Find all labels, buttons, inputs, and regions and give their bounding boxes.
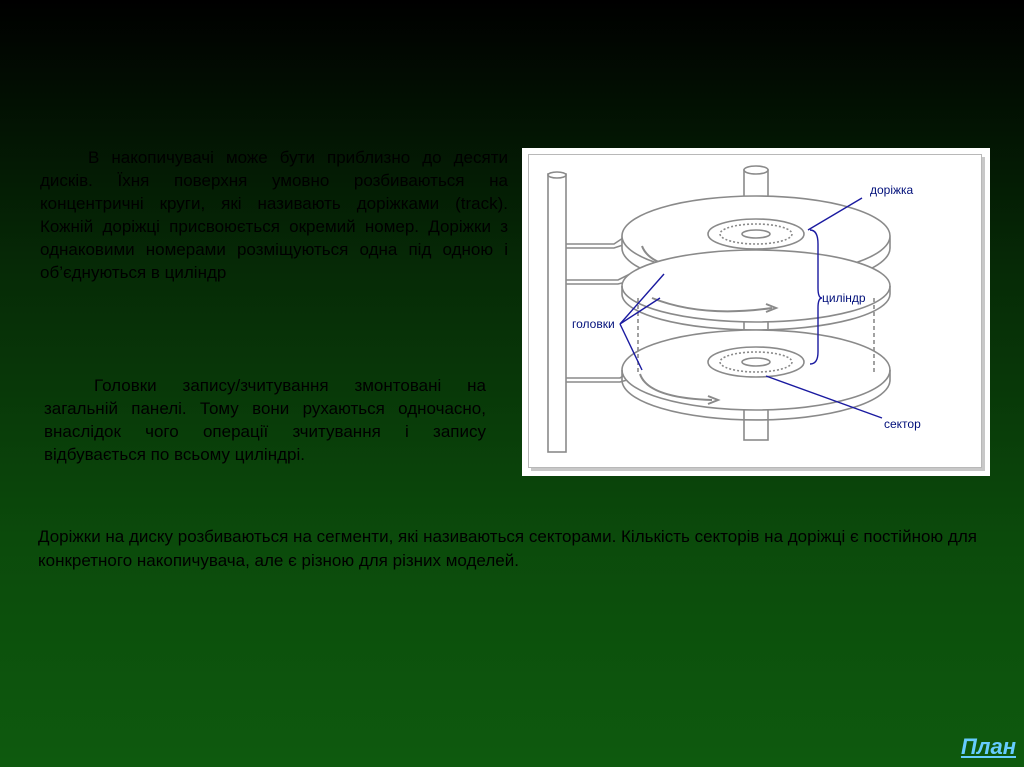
label-heads: головки — [572, 317, 615, 331]
platter-middle — [622, 250, 890, 322]
label-track: доріжка — [870, 183, 914, 197]
label-cylinder: циліндр — [822, 291, 866, 305]
plan-link[interactable]: План — [960, 734, 1016, 759]
paragraph-sectors: Доріжки на диску розбиваються на сегменти, які називаються секторами. Кількість секторів на доріжці є постійною для конкретного накопичувача, але є різною для різних моделей. — [38, 527, 977, 570]
head-rod — [548, 174, 566, 452]
label-sector: сектор — [884, 417, 921, 431]
paragraph-tracks: В накопичувачі може бути приблизно до десяти дисків. Їхня поверхня умовно розбиваються на концентричні круги, які називають доріжками (track). Кожній доріжці присвоюється окремий номер. Доріжки з однаковими номерами розміщуються одна під одною і об’єднуються в циліндр — [40, 148, 508, 282]
disk-diagram-svg — [522, 148, 990, 476]
paragraph-heads: Головки запису/зчитування змонтовані на загальній панелі. Тому вони рухаються одночасно, внаслідок чого операції зчитування і запису відбувається по всьому циліндрі. — [44, 376, 486, 464]
disk-diagram — [522, 148, 990, 476]
head-arm-top — [566, 236, 626, 244]
